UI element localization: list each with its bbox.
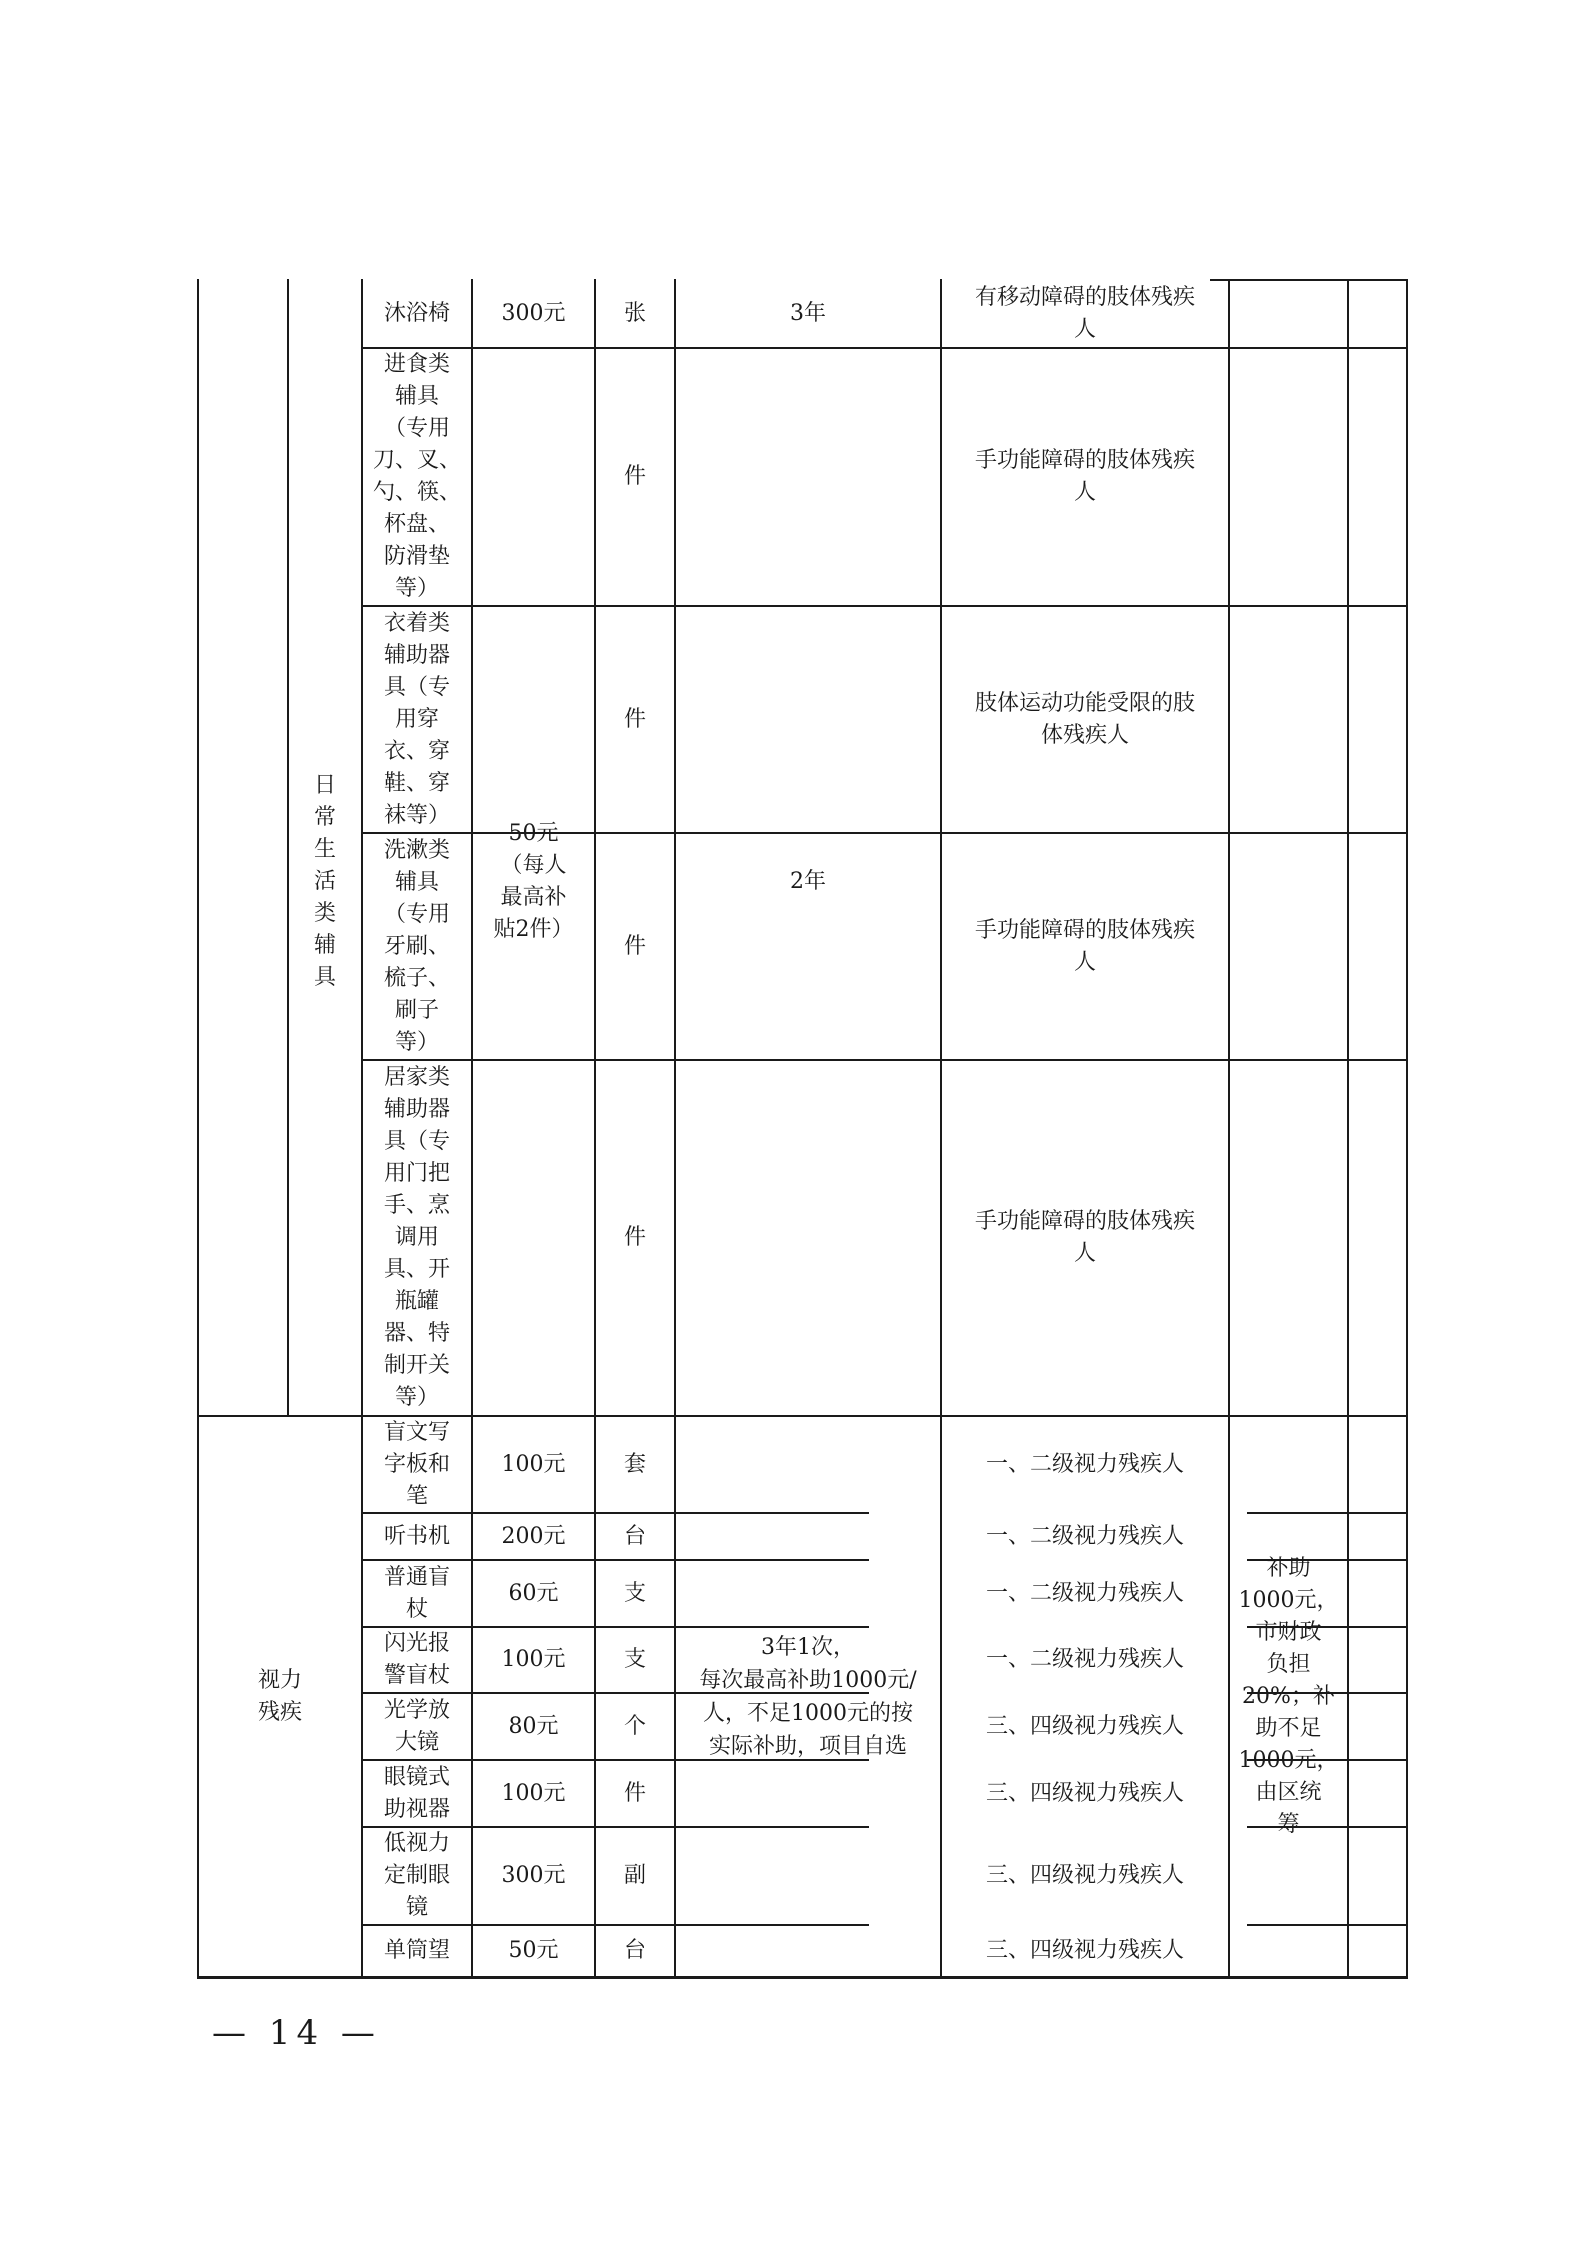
item-unit: 件 [623,933,646,959]
item-name: 沐浴椅 [383,301,450,326]
item-unit: 支 [623,1580,646,1606]
vision-funding: 补助 1000元， 市财政 负担 20%；补 助不足 1000元， 由区统 筹 [1238,1555,1339,1837]
hline-bottom [197,1976,1408,1979]
item-price: 50元 [508,1938,559,1963]
daily-period: 2年 [790,869,826,894]
item-name: 眼镜式 助视器 [383,1764,450,1822]
item-target: 手功能障碍的肢体残疾 人 [974,448,1195,505]
item-price: 60元 [508,1580,559,1606]
category-daily-living: 日 常 生 活 类 辅 具 [313,773,336,990]
item-unit: 张 [623,301,646,326]
item-unit: 台 [623,1523,646,1549]
subsidy-table [197,279,1408,1979]
item-target: 肢体运动功能受限的肢 体残疾人 [974,690,1195,748]
item-name: 衣着类 辅助器 具（专 用穿 衣、穿 鞋、穿 袜等） [383,610,450,828]
item-unit: 件 [623,1780,646,1806]
item-name: 低视力 定制眼 镜 [383,1831,450,1920]
item-price: 100元 [501,1647,566,1672]
item-target: 三、四级视力残疾人 [985,1863,1184,1888]
item-unit: 件 [623,706,646,732]
item-price: 200元 [501,1523,566,1549]
item-name: 盲文写 字板和 笔 [383,1419,450,1509]
vline [1347,279,1349,1979]
item-name: 单筒望 [383,1938,450,1963]
item-target: 一、二级视力残疾人 [985,1451,1184,1477]
item-price: 100元 [501,1451,566,1477]
item-unit: 副 [623,1863,646,1888]
item-name: 居家类 辅助器 具（专 用门把 手、烹 调用 具、开 瓶罐 器、特 制开关 等） [383,1065,450,1410]
item-target: 三、四级视力残疾人 [985,1938,1184,1963]
item-unit: 个 [623,1713,646,1739]
item-target: 有移动障碍的肢体残疾 人 [974,285,1195,342]
item-target: 一、二级视力残疾人 [985,1580,1184,1606]
item-target: 三、四级视力残疾人 [985,1780,1184,1806]
item-target: 手功能障碍的肢体残疾 人 [974,1209,1195,1266]
hline-top [1210,279,1408,281]
item-price: 300元 [501,1863,566,1888]
item-unit: 台 [623,1938,646,1963]
item-name: 光学放 大镜 [383,1697,450,1755]
item-name: 洗漱类 辅具 （专用 牙刷、 梳子、 刷子 等） [383,837,450,1055]
item-price: 100元 [501,1780,566,1806]
item-name: 听书机 [383,1523,450,1549]
vision-period: 3年1次， 每次最高补助1000元/ 人，不足1000元的按 实际补助，项目自选 [699,1634,917,1759]
daily-price: 50元 （每人 最高补 贴2件） [493,821,574,942]
item-name: 进食类 辅具 （专用 刀、叉、 勺、筷、 杯盘、 防滑垫 等） [372,352,461,601]
item-target: 一、二级视力残疾人 [985,1523,1184,1549]
category-vision: 视力 残疾 [257,1667,302,1725]
item-target: 手功能障碍的肢体残疾 人 [974,917,1195,975]
vline [1406,279,1408,1979]
item-unit: 件 [623,464,646,489]
item-target: 一、二级视力残疾人 [985,1647,1184,1672]
item-name: 闪光报 警盲杖 [383,1631,450,1688]
item-unit: 件 [623,1225,646,1250]
item-period: 3年 [790,301,826,326]
item-unit: 支 [623,1647,646,1672]
item-price: 80元 [508,1713,559,1739]
page-number: — 14 — [212,2013,381,2053]
item-name: 普通盲 杖 [383,1564,450,1622]
item-target: 三、四级视力残疾人 [985,1713,1184,1739]
item-unit: 套 [623,1451,646,1477]
item-price: 300元 [501,301,566,326]
